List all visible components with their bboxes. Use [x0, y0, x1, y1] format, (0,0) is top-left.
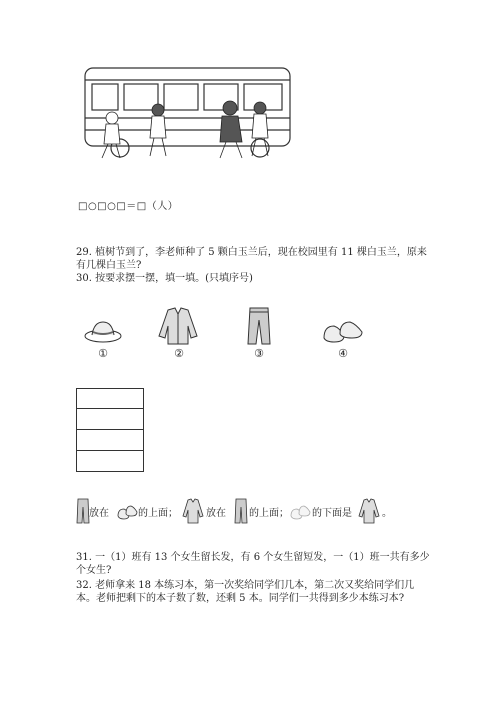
q30-title: 30. 按要求摆一摆，填一填。(只填序号) [76, 273, 253, 284]
q32-line2: 本。老师把剩下的本子数了数，还剩 5 本。同学们一共得到多少本练习本? [76, 593, 405, 604]
shoes-icon [116, 498, 138, 524]
jacket-icon [358, 498, 380, 524]
q29-line1: 29. 植树节到了，李老师种了 5 颗白玉兰后，现在校园里有 11 棵白玉兰，原来 [76, 247, 427, 258]
fill-text-end: 。 [382, 508, 392, 519]
jacket-icon [182, 498, 204, 524]
fill-text-below: 的下面是 [312, 508, 352, 519]
item-label-4: ④ [338, 347, 348, 360]
trousers-icon [234, 306, 284, 346]
shoes-icon [318, 310, 368, 350]
equation-blank[interactable]: □○□○□＝□（人） [78, 201, 179, 212]
fill-text-on1: 的上面； [138, 508, 178, 519]
stack-box-3[interactable] [76, 430, 144, 451]
item-label-2: ② [174, 347, 184, 360]
bus-illustration [80, 60, 295, 168]
q29-line2: 有几棵白玉兰? [76, 260, 142, 271]
stack-box-4[interactable] [76, 451, 144, 472]
stack-boxes [76, 388, 144, 472]
hat-icon [78, 310, 128, 350]
item-label-3: ③ [254, 347, 264, 360]
q31-line2: 个女生? [76, 565, 112, 576]
jacket-icon [153, 306, 203, 346]
stack-box-2[interactable] [76, 409, 144, 430]
q30-fill-row [72, 498, 402, 528]
fill-text-put2: 放在 [206, 508, 226, 519]
q32-line1: 32. 老师拿来 18 本练习本，第一次奖给同学们几本，第二次又奖给同学们几 [76, 580, 415, 591]
fill-text-on2: 的上面； [249, 508, 289, 519]
stack-box-1[interactable] [76, 388, 144, 409]
shoes-icon [289, 498, 311, 524]
fill-text-put1: 放在 [89, 508, 109, 519]
item-label-1: ① [98, 347, 108, 360]
q31-line1: 31. 一（1）班有 13 个女生留长发，有 6 个女生留短发，一（1）班一共有多少 [76, 552, 430, 563]
